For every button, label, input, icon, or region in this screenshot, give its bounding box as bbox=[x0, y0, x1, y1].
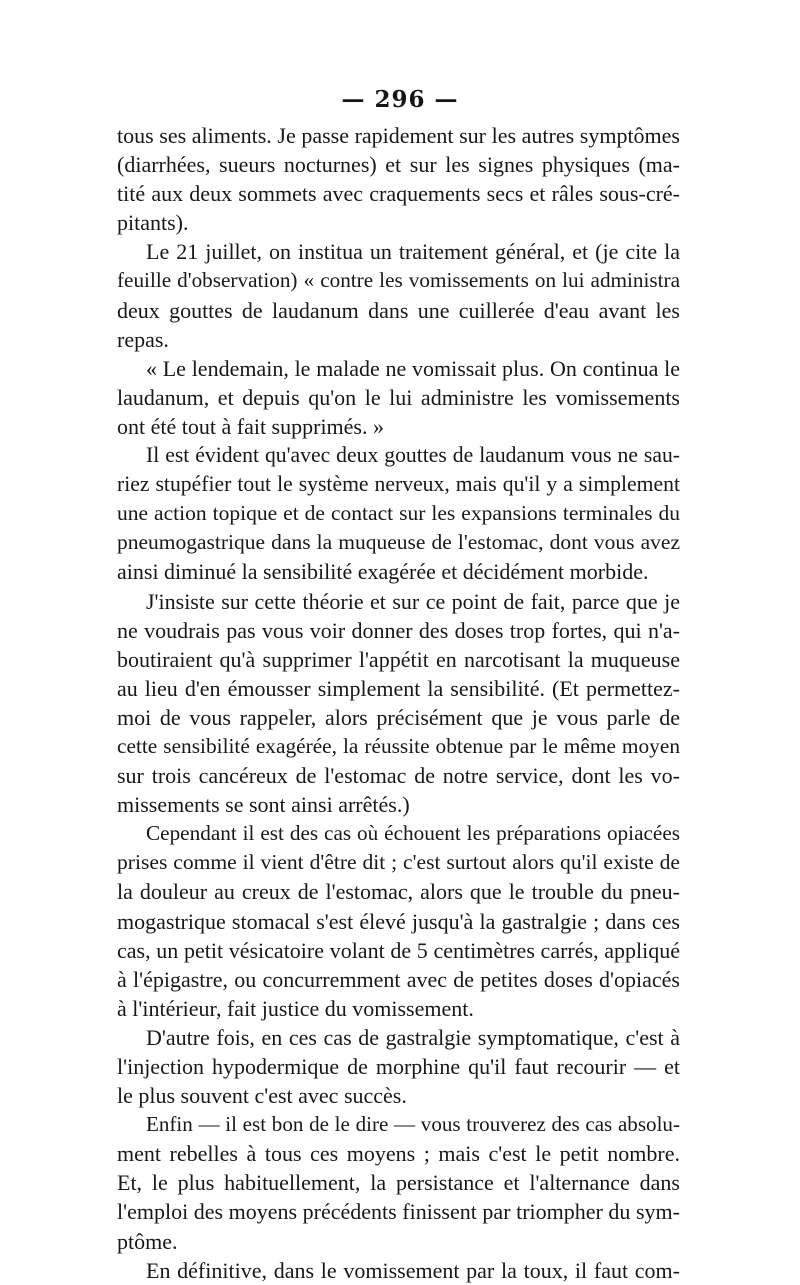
text-line: tité aux deux sommets avec craquements secs et râles sous-cré- bbox=[117, 181, 680, 207]
text-line: laudanum, et depuis qu'on le lui administre les vomissements bbox=[117, 384, 680, 410]
text-line: cette sensibilité exagérée, la réussite obtenue par le même moyen bbox=[117, 733, 680, 758]
text-line: Le 21 juillet, on institua un traitement général, et (je cite la bbox=[146, 239, 680, 265]
text-line: J'insiste sur cette théorie et sur ce point de fait, parce que je bbox=[146, 588, 680, 614]
text-line: repas. bbox=[117, 326, 169, 352]
text-line: tous ses aliments. Je passe rapidement sur les autres symptômes bbox=[117, 123, 680, 148]
text-line: En définitive, dans le vomissement par la toux, il faut com- bbox=[146, 1257, 680, 1283]
text-line: « Le lendemain, le malade ne vomissait plus. On continua le bbox=[146, 355, 680, 381]
text-line: ont été tout à fait supprimés. » bbox=[117, 413, 384, 439]
text-line: sur trois cancéreux de l'estomac de notre service, dont les vo- bbox=[117, 763, 680, 789]
text-line: l'emploi des moyens précédents finissent par triompher du sym- bbox=[117, 1199, 680, 1225]
text-line: missements se sont ainsi arrêtés.) bbox=[117, 792, 410, 818]
text-line: feuille d'observation) « contre les vomissements on lui administra bbox=[117, 268, 680, 293]
text-line: riez stupéfier tout le système nerveux, mais qu'il y a simplement bbox=[117, 472, 680, 497]
text-line: Et, le plus habituellement, la persistance et l'alternance dans bbox=[117, 1170, 680, 1196]
text-line: ne voudrais pas vous voir donner des doses trop fortes, qui n'a- bbox=[117, 617, 680, 643]
text-line: boutiraient qu'à supprimer l'appétit en narcotisant la muqueuse bbox=[117, 646, 680, 672]
text-line: la douleur au creux de l'estomac, alors que le trouble du pneu- bbox=[117, 879, 680, 905]
text-line: ment rebelles à tous ces moyens ; mais c'est le petit nombre. bbox=[117, 1141, 680, 1167]
page-text bbox=[117, 121, 680, 1285]
text-line: Il est évident qu'avec deux gouttes de laudanum vous ne sau- bbox=[146, 443, 680, 468]
text-line: cas, un petit vésicatoire volant de 5 centimètres carrés, appliqué bbox=[117, 937, 680, 963]
text-line: pitants). bbox=[117, 210, 189, 236]
text-line: l'injection hypodermique de morphine qu'il faut recourir — et bbox=[117, 1054, 680, 1079]
text-line: pneumogastrique dans la muqueuse de l'estomac, dont vous avez bbox=[117, 530, 680, 555]
text-line: (diarrhées, sueurs nocturnes) et sur les signes physiques (ma- bbox=[117, 152, 680, 178]
text-line: une action topique et de contact sur les expansions terminales du bbox=[117, 501, 680, 526]
text-line: Cependant il est des cas où échouent les préparations opiacées bbox=[146, 821, 680, 846]
page-number: — 296 — bbox=[341, 86, 459, 113]
text-line: à l'épigastre, ou concurremment avec de petites doses d'opiacés bbox=[117, 966, 680, 992]
text-line: au lieu d'en émousser simplement la sensibilité. (Et permettez- bbox=[117, 675, 680, 701]
text-line: à l'intérieur, fait justice du vomissement. bbox=[117, 995, 474, 1021]
text-line: moi de vous rappeler, alors précisément que je vous parle de bbox=[117, 704, 680, 730]
text-line: prises comme il vient d'être dit ; c'est surtout alors qu'il existe de bbox=[117, 850, 680, 875]
text-line: ptôme. bbox=[117, 1228, 178, 1254]
text-line: Enfin — il est bon de le dire — vous trouverez des cas absolu- bbox=[146, 1112, 680, 1137]
text-line: ainsi diminué la sensibilité exagérée et décidément morbide. bbox=[117, 559, 649, 585]
text-line: le plus souvent c'est avec succès. bbox=[117, 1083, 407, 1109]
text-line: mogastrique stomacal s'est élevé jusqu'à la gastralgie ; dans ces bbox=[117, 908, 680, 934]
text-line: deux gouttes de laudanum dans une cuillerée d'eau avant les bbox=[117, 297, 680, 323]
text-line: D'autre fois, en ces cas de gastralgie symptomatique, c'est à bbox=[146, 1024, 680, 1050]
